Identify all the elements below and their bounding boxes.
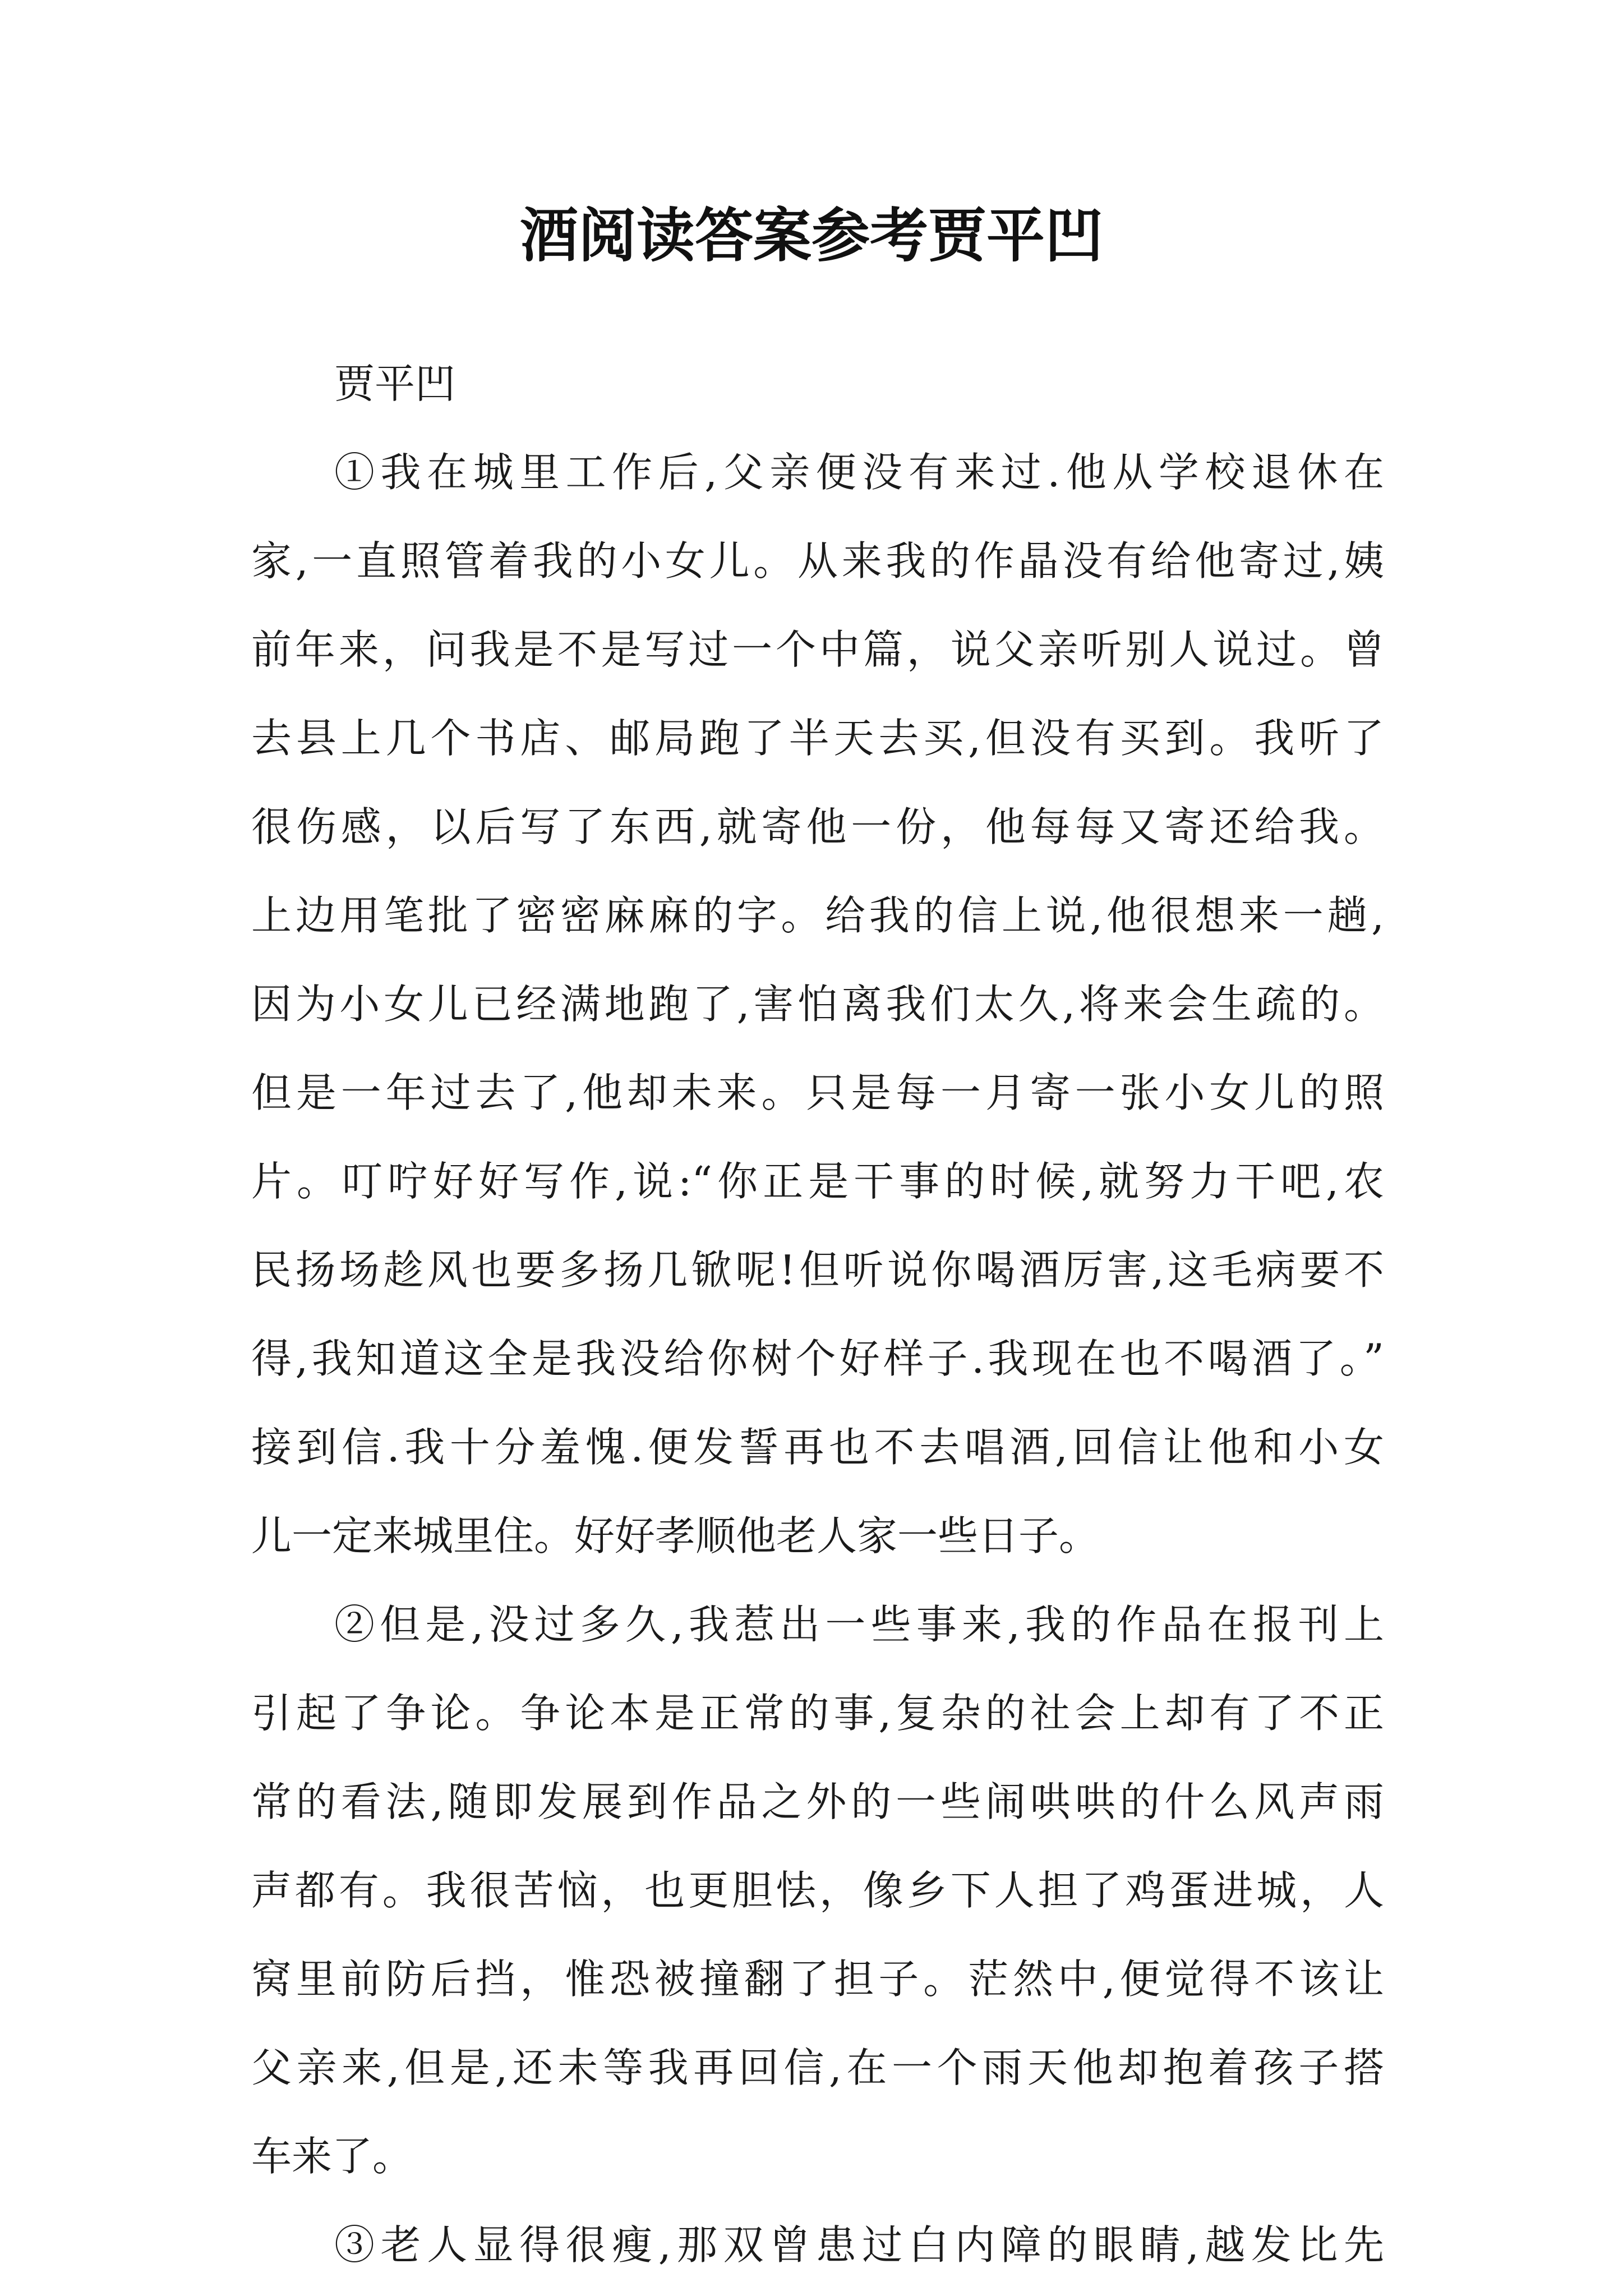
text-line: 儿一定来城里住。好好孝顺他老人家一些日子。 bbox=[251, 1512, 1100, 1559]
document-body bbox=[251, 339, 1384, 2289]
text-line: ①我在城里工作后,父亲便没有来过.他从学校退休在 bbox=[334, 449, 1384, 496]
author-name: 贾平凹 bbox=[334, 360, 456, 407]
text-line: 前年来，问我是不是写过一个中篇，说父亲听别人说过。曾 bbox=[251, 626, 1384, 673]
text-line: 接到信.我十分羞愧.便发誓再也不去唱酒,回信让他和小女 bbox=[251, 1424, 1384, 1471]
text-line: 声都有。我很苦恼，也更胆怯，像乡下人担了鸡蛋进城，人 bbox=[251, 1867, 1384, 1914]
text-line: 常的看法,随即发展到作品之外的一些闹哄哄的什么风声雨 bbox=[251, 1778, 1384, 1825]
text-line: 民扬场趁风也要多扬几锨呢!但听说你喝酒厉害,这毛病要不 bbox=[251, 1246, 1384, 1294]
text-line: 得,我知道这全是我没给你树个好样子.我现在也不喝酒了。” bbox=[251, 1335, 1384, 1382]
text-line: ②但是,没过多久,我惹出一些事来,我的作品在报刊上 bbox=[334, 1601, 1384, 1648]
paragraph-2 bbox=[251, 1580, 1384, 2201]
text-line: 父亲来,但是,还未等我再回信,在一个雨天他却抱着孩子搭 bbox=[251, 2044, 1384, 2091]
text-line: 很伤感，以后写了东西,就寄他一份，他每每又寄还给我。 bbox=[251, 803, 1384, 850]
text-line: 去县上几个书店、邮局跑了半天去买,但没有买到。我听了 bbox=[251, 715, 1384, 762]
paragraph-3 bbox=[251, 2201, 1384, 2289]
paragraph-1 bbox=[251, 428, 1384, 1580]
text-line: 引起了争论。争论本是正常的事,复杂的社会上却有了不正 bbox=[251, 1690, 1384, 1737]
text-line: 家,一直照管着我的小女儿。从来我的作晶没有给他寄过,姨 bbox=[251, 537, 1384, 585]
text-line: 片。叮咛好好写作,说:“你正是干事的时候,就努力干吧,农 bbox=[251, 1158, 1384, 1205]
text-line: 车来了。 bbox=[251, 2133, 413, 2180]
text-line: 但是一年过去了,他却未来。只是每一月寄一张小女儿的照 bbox=[251, 1069, 1384, 1116]
text-line: 窝里前防后挡，惟恐被撞翻了担子。茫然中,便觉得不该让 bbox=[251, 1955, 1384, 2003]
text-line: 上边用笔批了密密麻麻的字。给我的信上说,他很想来一趟, bbox=[251, 892, 1384, 939]
text-line: 因为小女儿已经满地跑了,害怕离我们太久,将来会生疏的。 bbox=[251, 981, 1384, 1028]
text-line: ③老人显得很瘦,那双曾患过白内障的眼睛,越发比先 bbox=[334, 2221, 1384, 2269]
document-title: 酒阅读答案参考贾平凹 bbox=[519, 201, 1103, 270]
